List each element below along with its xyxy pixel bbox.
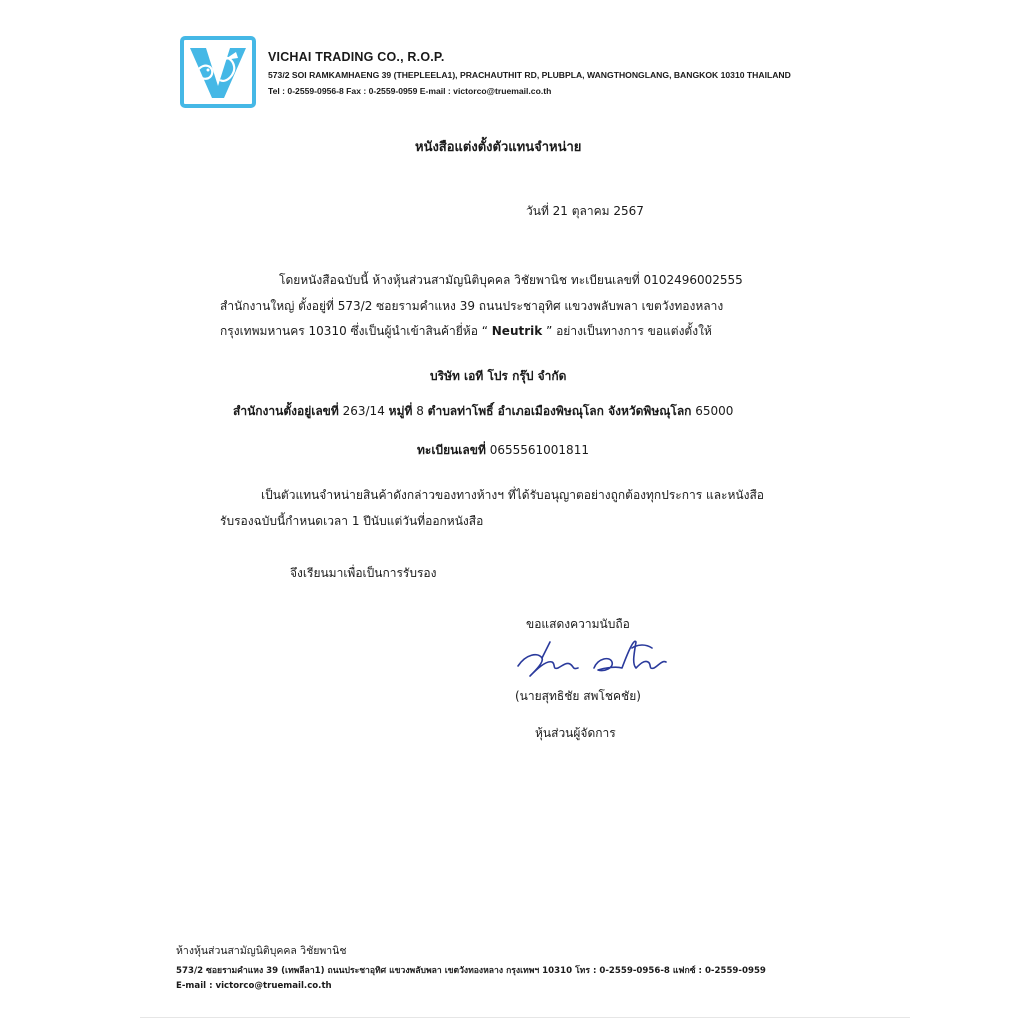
appointee-registration-label: ทะเบียนเลขที่ — [417, 443, 486, 457]
appointee-address — [233, 402, 733, 421]
footer-company: ห้างหุ้นส่วนสามัญนิติบุคคล วิชัยพานิช — [176, 945, 347, 957]
intro-line-1: โดยหนังสือฉบับนี้ ห้างหุ้นส่วนสามัญนิติบุคคล วิชัยพานิช ทะเบียนเลขที่ 0102496002555 — [279, 273, 743, 287]
appointee-name: บริษัท เอที โปร กรุ๊ป จำกัด — [430, 369, 567, 383]
appointee-registration — [417, 441, 589, 460]
signer-title: หุ้นส่วนผู้จัดการ — [535, 726, 616, 740]
page-bottom-rule — [140, 1017, 910, 1018]
intro-line-3 — [220, 322, 712, 341]
appointee-area: ตำบลท่าโพธิ์ อำเภอเมืองพิษณุโลก จังหวัดพิษณุโลก — [427, 404, 692, 418]
appointee-address-label: สำนักงานตั้งอยู่เลขที่ — [233, 404, 339, 418]
body-line-1: เป็นตัวแทนจำหน่ายสินค้าดังกล่าวของทางห้างฯ ที่ได้รับอนุญาตอย่างถูกต้องทุกประการ และหนังสือ — [261, 488, 765, 502]
vichai-logo-icon — [184, 40, 252, 104]
document-title: หนังสือแต่งตั้งตัวแทนจำหน่าย — [415, 140, 582, 155]
closing-line: จึงเรียนมาเพื่อเป็นการรับรอง — [290, 566, 437, 580]
intro-line-2: สำนักงานใหญ่ ตั้งอยู่ที่ 573/2 ซอยรามคำแหง 39 ถนนประชาอุทิศ แขวงพลับพลา เขตวังทองหลาง — [220, 299, 724, 313]
regards-line: ขอแสดงความนับถือ — [526, 617, 630, 631]
appointee-address-number: 263/14 — [338, 404, 389, 418]
appointee-registration-number: 0655561001811 — [485, 443, 589, 457]
document-date: วันที่ 21 ตุลาคม 2567 — [526, 204, 644, 218]
company-address: 573/2 SOI RAMKAMHAENG 39 (THEPLEELA1), PRACHAUTHIT RD, PLUBPLA, WANGTHONGLANG, BANGKOK 10310 THAILAND — [268, 70, 791, 80]
appointee-moo-number: 8 — [412, 404, 428, 418]
intro-line-3-start: กรุงเทพมหานคร 10310 ซึ่งเป็นผู้นำเข้าสินค้ายี่ห้อ “ — [220, 324, 492, 338]
appointee-moo-label: หมู่ที่ — [388, 404, 413, 418]
appointee-postcode: 65000 — [691, 404, 734, 418]
company-contact: Tel : 0-2559-0956-8 Fax : 0-2559-0959 E-mail : victorco@truemail.co.th — [268, 86, 552, 96]
signer-name: (นายสุทธิชัย สพโชคชัย) — [515, 689, 641, 703]
body-line-2: รับรองฉบับนี้กำหนดเวลา 1 ปีนับแต่วันที่ออกหนังสือ — [220, 514, 484, 528]
company-logo — [180, 36, 256, 108]
footer-address: 573/2 ซอยรามคำแหง 39 (เทพลีลา1) ถนนประชาอุทิศ แขวงพลับพลา เขตวังทองหลาง กรุงเทพฯ 10310 โทร : 0-2559-0956-8 แฟกซ์ : 0-2559-0959 — [176, 966, 766, 976]
intro-line-3-end: ” อย่างเป็นทางการ ขอแต่งตั้งให้ — [542, 324, 712, 338]
footer-email: E-mail : victorco@truemail.co.th — [176, 981, 332, 991]
company-name: VICHAI TRADING CO., R.O.P. — [268, 50, 445, 64]
handwritten-signature — [512, 632, 672, 684]
brand-name: Neutrik — [491, 324, 543, 338]
